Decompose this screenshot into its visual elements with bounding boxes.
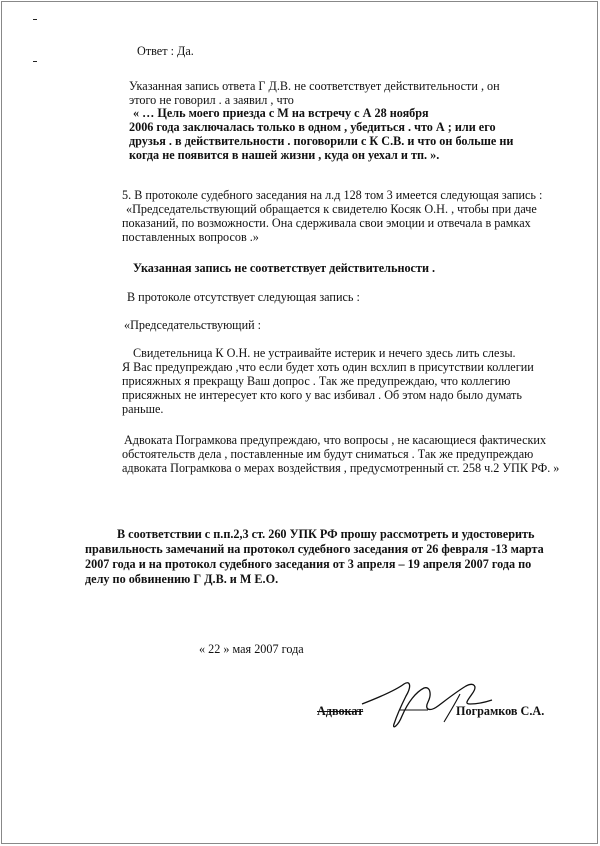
paragraph-line: обстоятельств дела , поставленные им будут сниматься . Так же предупреждаю [122, 447, 534, 461]
signatory-name: Пограмков С.А. [456, 704, 545, 718]
request-line: 2007 года и на протокол судебного заседания от 3 апреля – 19 апреля 2007 года по [85, 557, 532, 571]
signature-role: Адвокат [317, 704, 364, 718]
paragraph-line: адвоката Пограмкова о мерах воздействия , предусмотренный ст. 258 ч.2 УПК РФ. » [122, 461, 560, 475]
quote-line: 2006 года заключалась только в одном , убедиться . что А ; или его [129, 120, 496, 134]
paragraph-line: присяжных я прекращу Ваш допрос . Так же предупреждаю, что коллегию [122, 374, 511, 388]
scan-mark [33, 61, 37, 62]
quote-line: « … Цель моего приезда с М на встречу с А 28 ноября [133, 106, 429, 120]
paragraph-line: показаний, по возможности. Она сдерживала свои эмоции и отвечала в рамках [122, 216, 531, 230]
paragraph-line: Адвоката Пограмкова предупреждаю, что вопросы , не касающиеся фактических [124, 433, 547, 447]
paragraph-line: Указанная запись ответа Г Д.В. не соответствует действительности , он [129, 79, 500, 93]
paragraph-line: этого не говорил . а заявил , что [129, 93, 294, 107]
date-line: « 22 » мая 2007 года [199, 642, 304, 656]
paragraph-line: В протоколе отсутствует следующая запись : [127, 290, 360, 304]
paragraph-line: «Председательствующий обращается к свидетелю Косяк О.Н. , чтобы при даче [126, 202, 537, 216]
request-line: правильность замечаний на протокол судебного заседания от 26 февраля -13 марта [85, 542, 544, 556]
paragraph-line: присяжных не интересует кто кого у вас избивал . Об этом надо было думать [122, 388, 522, 402]
paragraph-line: раньше. [122, 402, 164, 416]
paragraph-line: поставленных вопросов .» [122, 230, 259, 244]
answer-line: Ответ : Да. [137, 44, 194, 58]
request-line: делу по обвинению Г Д.В. и М Е.О. [85, 572, 279, 586]
request-line: В соответствии с п.п.2,3 ст. 260 УПК РФ прошу рассмотреть и удостоверить [117, 527, 535, 541]
paragraph-line: 5. В протоколе судебного заседания на л.д 128 том 3 имеется следующая запись : [122, 188, 543, 202]
statement-heading: Указанная запись не соответствует действительности . [133, 261, 436, 275]
paragraph-line: Я Вас предупреждаю ,что если будет хоть один всхлип в присутствии коллегии [122, 360, 534, 374]
quote-line: когда не появится в нашей жизни , куда он уехал и тп. ». [129, 148, 440, 162]
scan-mark [33, 19, 37, 20]
quote-line: друзья . в действительности . поговорили с К С.В. и что он больше ни [129, 134, 514, 148]
paragraph-line: «Председательствующий : [124, 318, 262, 332]
paragraph-line: Свидетельница К О.Н. не устраивайте истерик и нечего здесь лить слезы. [133, 346, 516, 360]
